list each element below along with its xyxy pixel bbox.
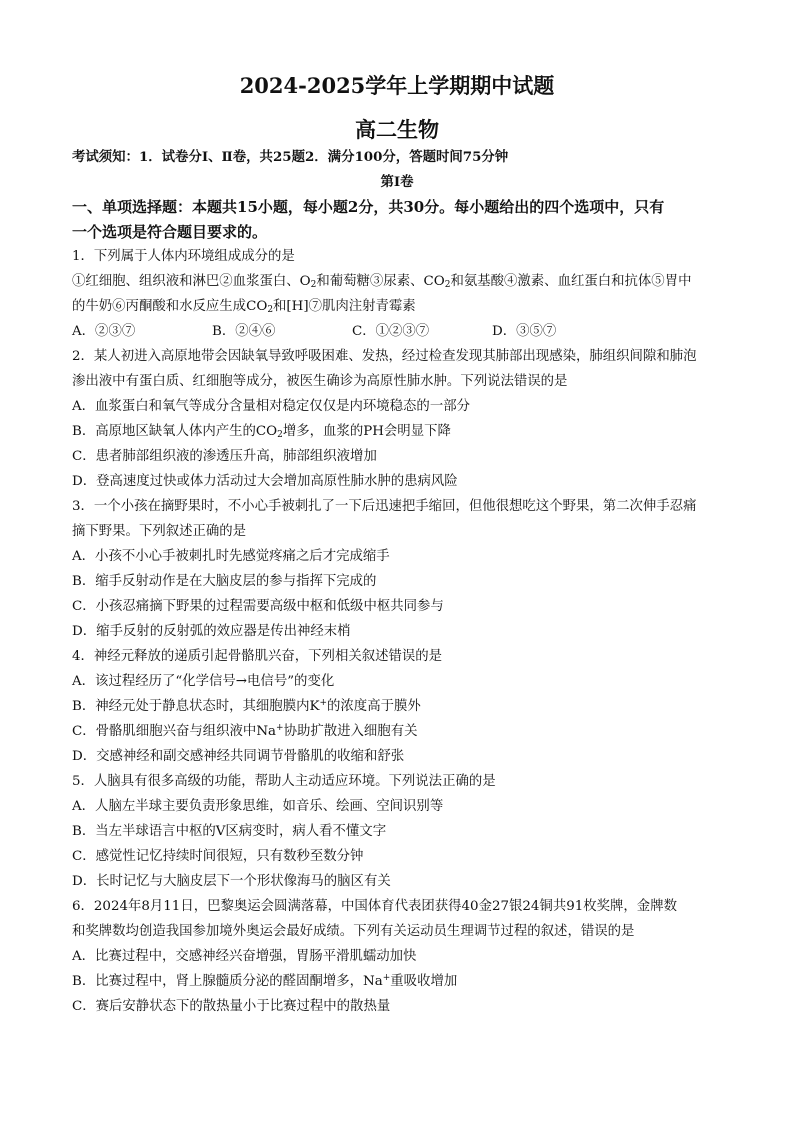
section-heading-line2: 一个选项是符合题目要求的。	[72, 223, 268, 241]
question-5-option-c: C．感觉性记忆持续时间很短，只有数秒至数分钟	[72, 849, 364, 864]
question-5-stem: 5．人脑具有很多高级的功能，帮助人主动适应环境。下列说法正确的是	[72, 774, 496, 789]
question-5-option-b: B．当左半球语言中枢的V区病变时，病人看不懂文字	[72, 824, 387, 839]
question-2-option-d: D．登高速度过快或体力活动过大会增加高原性肺水肿的患病风险	[72, 474, 458, 489]
subject-title: 高二生物	[355, 117, 439, 142]
question-2-stem-line2: 渗出液中有蛋白质、红细胞等成分，被医生确诊为高原性肺水肿。下列说法错误的是	[72, 374, 568, 389]
question-3-option-d: D．缩手反射的反射弧的效应器是传出神经末梢	[72, 624, 351, 639]
question-2-option-c: C．患者肺部组织液的渗透压升高，肺部组织液增加	[72, 449, 377, 464]
question-2-option-b: B．高原地区缺氧人体内产生的$CO_2$增多，血浆的PH会明显下降	[72, 424, 451, 440]
question-1-options	[72, 323, 732, 341]
question-3-option-b: B．缩手反射动作是在大脑皮层的参与指挥下完成的	[72, 574, 377, 589]
question-2-stem-line1: 2．某人初进入高原地带会因缺氧导致呼吸困难、发热，经过检查发现其肺部出现感染，肺组织间隙和肺泡	[72, 349, 697, 364]
question-3-stem-line2: 摘下野果。下列叙述正确的是	[72, 524, 247, 539]
question-4-option-d: D．交感神经和副交感神经共同调节骨骼肌的收缩和舒张	[72, 749, 405, 764]
exam-title: 2024-2025学年上学期期中试题	[239, 73, 555, 98]
question-2-option-a: A．血浆蛋白和氧气等成分含量相对稳定仅仅是内环境稳态的一部分	[72, 399, 470, 414]
question-4-stem: 4．神经元释放的递质引起骨骼肌兴奋，下列相关叙述错误的是	[72, 649, 443, 664]
volume-heading: 第Ⅰ卷	[380, 174, 414, 190]
question-1-items-line1: ①红细胞、组织液和淋巴②血浆蛋白、$O_2$和葡萄糖③尿素、$CO_2$和氨基酸④激素、血红蛋白和抗体⑤胃中	[72, 274, 692, 290]
question-5-option-a: A．人脑左半球主要负责形象思维，如音乐、绘画、空间识别等	[72, 799, 444, 814]
question-4-option-b: B．神经元处于静息状态时，其细胞膜内K+的浓度高于膜外	[72, 698, 421, 714]
question-4-option-a: A．该过程经历了“化学信号→电信号”的变化	[72, 674, 335, 689]
question-6-option-c: C．赛后安静状态下的散热量小于比赛过程中的散热量	[72, 999, 391, 1014]
question-3-stem-line1: 3．一个小孩在摘野果时，不小心手被刺扎了一下后迅速把手缩回，但他很想吃这个野果，第二次伸手忍痛	[72, 499, 697, 514]
question-4-option-c: C．骨骼肌细胞兴奋与组织液中Na+协助扩散进入细胞有关	[72, 723, 418, 739]
section-heading-line1: 一、单项选择题：本题共15小题，每小题2分，共30分。每小题给出的四个选项中，只有	[72, 198, 665, 216]
question-6-stem-line2: 和奖牌数均创造我国参加境外奥运会最好成绩。下列有关运动员生理调节过程的叙述，错误的是	[72, 924, 635, 939]
question-1-items-line2: 的牛奶⑥丙酮酸和水反应生成$CO_2$和[H]⑦肌肉注射青霉素	[72, 299, 416, 315]
exam-notice: 考试须知：1．试卷分Ⅰ、Ⅱ卷，共25题2．满分100分，答题时间75分钟	[72, 149, 509, 165]
question-1-option-b: B．②④⑥	[212, 324, 276, 339]
question-1-option-c: C．①②③⑦	[352, 324, 430, 339]
question-5-option-d: D．长时记忆与大脑皮层下一个形状像海马的脑区有关	[72, 874, 391, 889]
question-1-stem: 1．下列属于人体内环境组成成分的是	[72, 249, 295, 264]
question-1-option-a: A．②③⑦	[72, 324, 136, 339]
question-6-option-b: B．比赛过程中，肾上腺髓质分泌的醛固酮增多，Na+重吸收增加	[72, 973, 458, 989]
question-1-option-d: D．③⑤⑦	[492, 324, 557, 339]
question-6-option-a: A．比赛过程中，交感神经兴奋增强，胃肠平滑肌蠕动加快	[72, 949, 417, 964]
question-3-option-c: C．小孩忍痛摘下野果的过程需要高级中枢和低级中枢共同参与	[72, 599, 444, 614]
question-3-option-a: A．小孩不小心手被刺扎时先感觉疼痛之后才完成缩手	[72, 549, 390, 564]
question-6-stem-line1: 6．2024年8月11日，巴黎奥运会圆满落幕，中国体育代表团获得40金27银24铜共91枚奖牌，金牌数	[72, 899, 677, 914]
